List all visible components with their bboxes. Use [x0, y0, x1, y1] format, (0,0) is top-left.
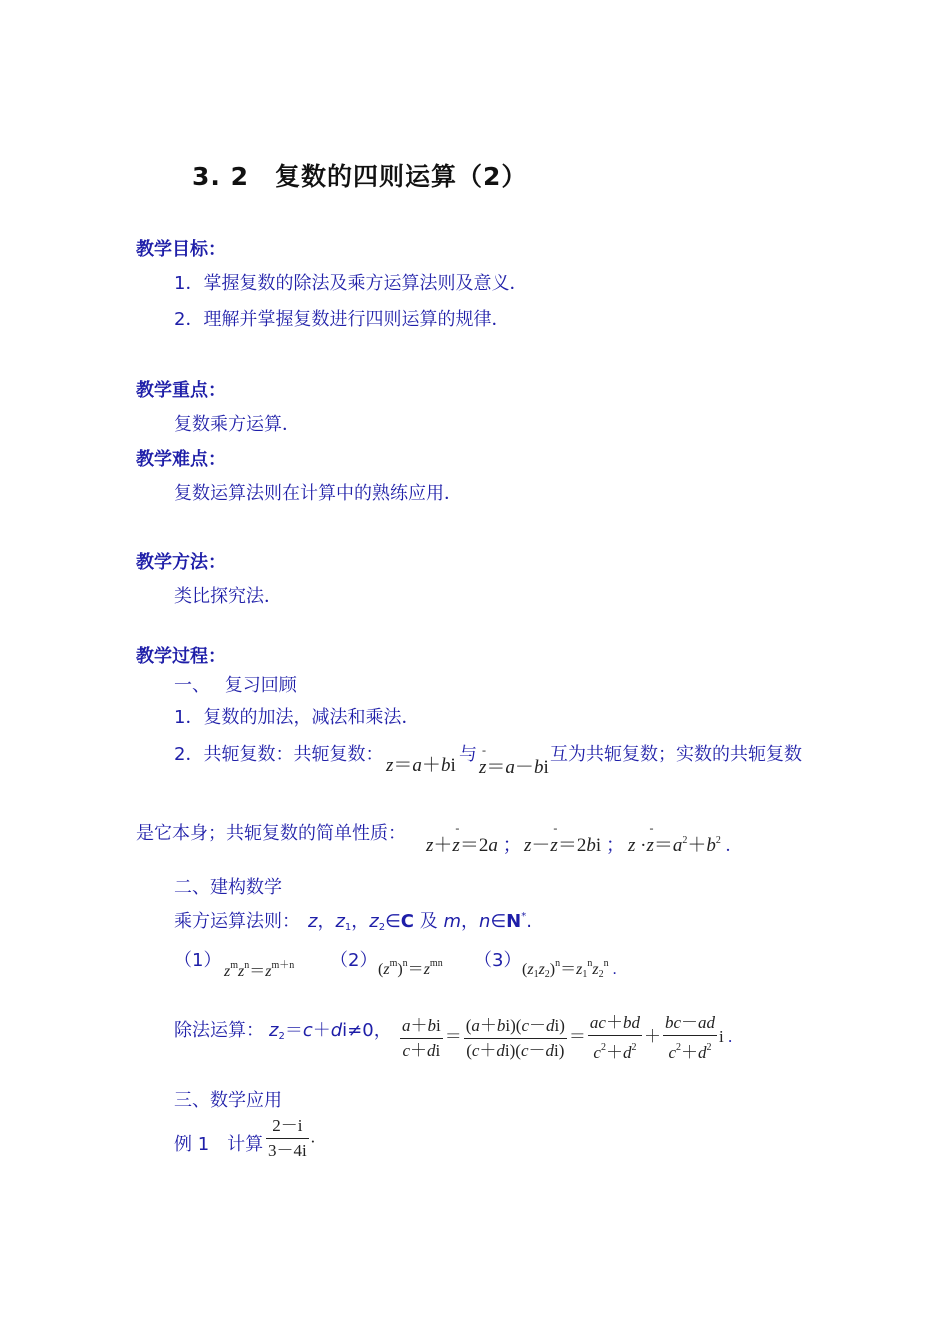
difficulty-text: 复数运算法则在计算中的熟练应用．: [174, 483, 462, 504]
section-construct: 二、建构数学: [174, 877, 282, 898]
review-item-2-cont: 是它本身；共轭复数的简单性质：: [136, 823, 406, 844]
conjugate-formula-2: - z＝a－bi: [479, 752, 549, 779]
key-point-heading: 教学重点：: [136, 380, 226, 401]
power-label-1: （1）: [174, 950, 222, 971]
conjugate-formula-1: z＝a＋bi: [386, 755, 456, 776]
conjugate-with: 与: [459, 744, 477, 765]
power-formula-3: $(z_1z_2)^n=z_1^nz_2^n$ .: [522, 958, 617, 980]
conjugate-property-3: $z \cdot- z=a^2+b^2$ .: [628, 830, 730, 857]
conjugate-property-2: z－- z＝2bi ；: [524, 830, 625, 857]
key-point-text: 复数乘方运算．: [174, 414, 300, 435]
power-rule-label: 乘方运算法则：: [174, 911, 300, 932]
review-item-2-text: 互为共轭复数；实数的共轭复数: [550, 744, 802, 765]
power-rule-vars: z，$z_1$，$z_2\in C$ 及 m，n∈N*.: [308, 911, 532, 933]
division-formula: $\frac{a+bi}{c+di}$ ＝ $\frac{(a+bi)(c-di)}{(c+di)(c-di)}$ ＝ $\frac{ac+bd}{c^2+d^2}$ ＋ $\frac{bc-ad}{c^2+d^2}$ i .: [402, 1013, 733, 1062]
goal-item-1: 1．掌握复数的除法及乘方运算法则及意义．: [174, 273, 528, 294]
method-text: 类比探究法．: [174, 586, 282, 607]
power-label-3: （3）: [474, 950, 522, 971]
process-heading: 教学过程：: [136, 646, 226, 667]
page-title: 3. 2 复数的四则运算（2）: [192, 162, 528, 191]
review-item-1: 1．复数的加法，减法和乘法．: [174, 707, 420, 728]
example-1-label: 例 1 计算: [174, 1134, 264, 1155]
division-condition: $z_2=c+di\ne 0$，: [269, 1020, 392, 1042]
conjugate-property-1: z＋- z＝2a ；: [426, 830, 522, 857]
goal-item-2: 2．理解并掌握复数进行四则运算的规律．: [174, 309, 510, 330]
section-application: 三、数学应用: [174, 1090, 282, 1111]
difficulty-heading: 教学难点：: [136, 449, 226, 470]
power-formula-2: $(z^m)^n=z^{mn}$: [378, 958, 443, 978]
review-item-2-label: 2．共轭复数：共轭复数：: [174, 744, 384, 765]
power-label-2: （2）: [330, 950, 378, 971]
goals-heading: 教学目标：: [136, 239, 226, 260]
division-label: 除法运算：: [174, 1020, 264, 1041]
section-review: 一、 复习回顾: [174, 675, 297, 696]
method-heading: 教学方法：: [136, 552, 226, 573]
power-formula-1: $z^mz^n=z^{m+n}$: [224, 960, 295, 980]
example-1-formula: $\frac{2-i}{3-4i}$ .: [268, 1116, 315, 1160]
